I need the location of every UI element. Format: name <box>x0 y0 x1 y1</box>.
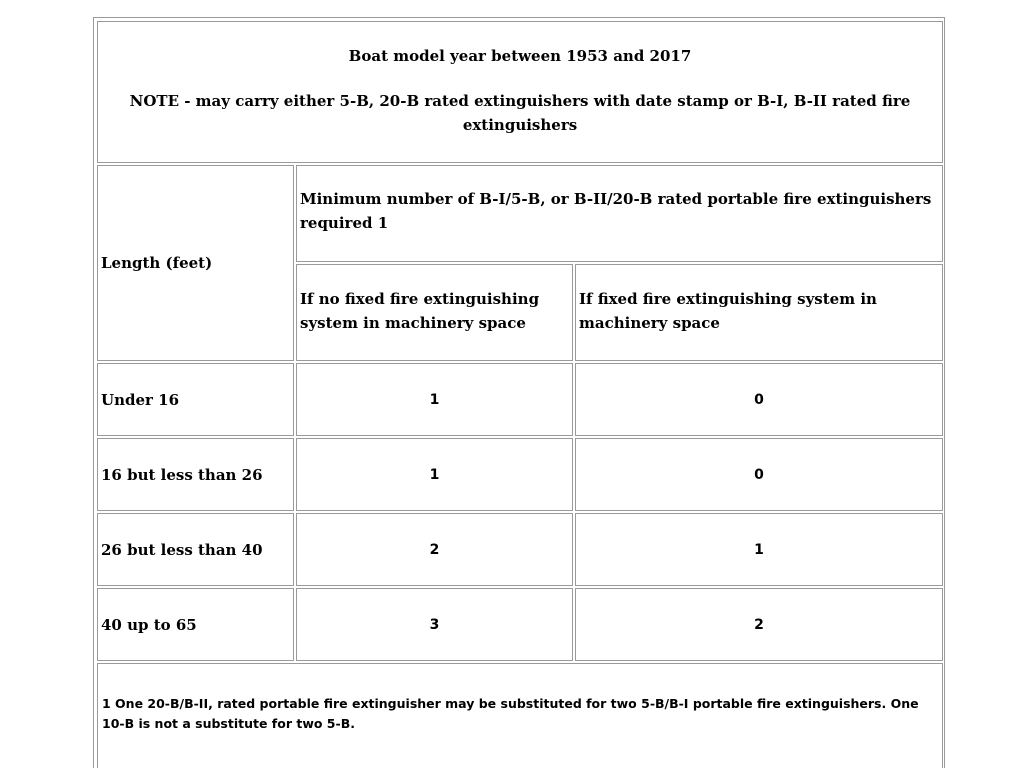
table-heading: Boat model year between 1953 and 2017 <box>348 47 692 65</box>
length-header: Length (feet) <box>97 165 294 361</box>
row-2-length: 26 but less than 40 <box>97 513 294 586</box>
row-1-length: 16 but less than 26 <box>97 438 294 511</box>
col-no-fixed-header: If no fixed fire extinguishing system in machinery space <box>296 264 573 361</box>
row-2-fixed: 1 <box>575 513 943 586</box>
row-0-fixed: 0 <box>575 363 943 436</box>
col-fixed-header: If fixed fire extinguishing system in machinery space <box>575 264 943 361</box>
row-2-no-fixed: 2 <box>296 513 573 586</box>
table-note: NOTE - may carry either 5-B, 20-B rated extinguishers with date stamp or B-I, B-II rated fire extinguishers <box>129 92 911 134</box>
row-3-fixed: 2 <box>575 588 943 661</box>
row-0-no-fixed: 1 <box>296 363 573 436</box>
row-0-length: Under 16 <box>97 363 294 436</box>
footnote: 1 One 20-B/B-II, rated portable fire extinguisher may be substituted for two 5-B/B-I portable fire extinguishers. One 10-B is not a substitute for two 5-B. <box>97 663 943 768</box>
min-number-header: Minimum number of B-I/5-B, or B-II/20-B rated portable fire extinguishers required 1 <box>296 165 943 262</box>
table-heading-cell <box>97 21 943 163</box>
row-1-fixed: 0 <box>575 438 943 511</box>
row-3-no-fixed: 3 <box>296 588 573 661</box>
row-1-no-fixed: 1 <box>296 438 573 511</box>
fire-extinguisher-table <box>93 17 945 768</box>
row-3-length: 40 up to 65 <box>97 588 294 661</box>
